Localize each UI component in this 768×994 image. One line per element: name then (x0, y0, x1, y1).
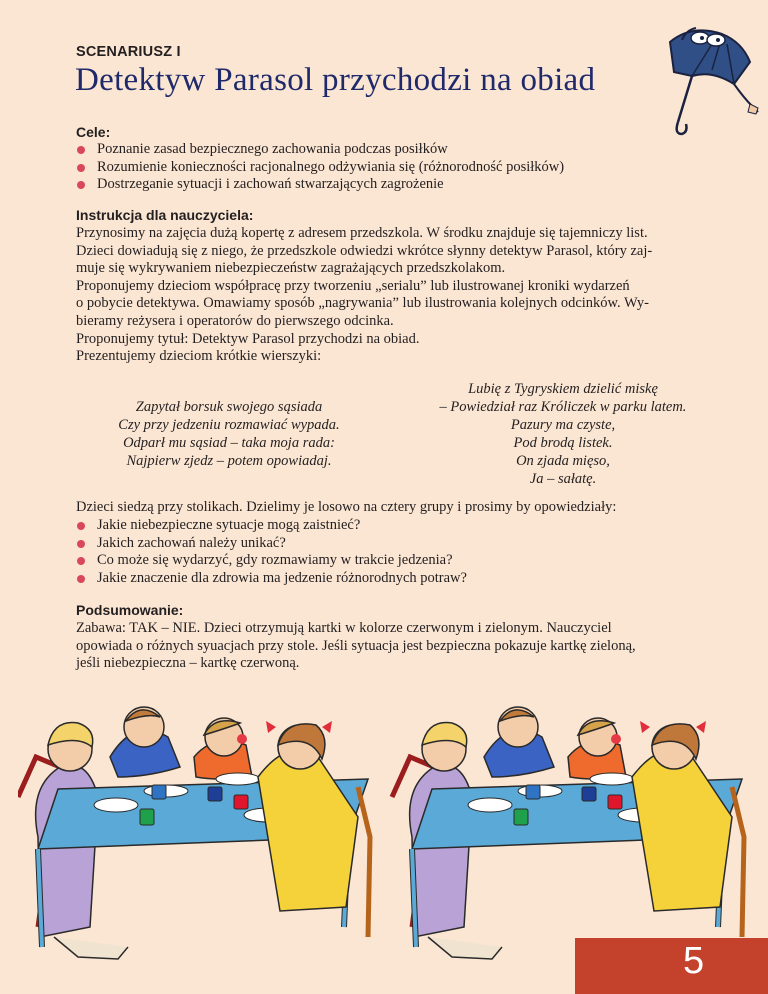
page-title: Detektyw Parasol przychodzi na obiad (75, 62, 596, 98)
text-line: bieramy reżysera i operatorów do pierwszego odcinka. (76, 312, 394, 329)
poem-line: Ja – sałatę. (529, 471, 597, 487)
poem-line: Odparł mu sąsiad – taka moja rada: (123, 435, 335, 451)
goals-heading: Cele: (76, 124, 111, 140)
text-line: o pobycie detektywa. Omawiamy sposób „nagrywania” lub ilustrowania kolejnych odcinków. Wy- (76, 295, 649, 312)
scenario-label: SCENARIUSZ I (76, 44, 181, 60)
poem-line: – Powiedział raz Króliczek w parku latem. (439, 399, 687, 415)
poem-right (398, 380, 728, 488)
poem-line: Pod brodą listek. (513, 435, 613, 451)
text-line: muje się wykrywaniem niebezpieczeństw zagrażających przedszkolakom. (76, 260, 506, 277)
scene-right (392, 707, 744, 959)
poem-line: Czy przy jedzeniu rozmawiać wypada. (118, 417, 340, 433)
text-line: Przynosimy na zajęcia dużą kopertę z adresem przedszkola. W środku znajduje się tajemniczy list. (76, 225, 648, 241)
summary-heading: Podsumowanie: (76, 602, 184, 618)
poem-line: Zapytał borsuk swojego sąsiada (135, 399, 323, 415)
umbrella-detective-icon (652, 14, 760, 139)
poem-line: Pazury ma czyste, (510, 417, 616, 433)
text-line: Proponujemy tytuł: Detektyw Parasol przychodzi na obiad. (76, 330, 420, 347)
children-at-table-illustration (18, 697, 760, 969)
poem-line: Lubię z Tygryskiem dzielić miskę (468, 381, 658, 397)
goals-list (76, 141, 564, 194)
teacher-instructions-heading: Instrukcja dla nauczyciela: (76, 207, 254, 223)
list-item: Rozumienie konieczności racjonalnego odżywiania się (różnorodność posiłków) (76, 159, 564, 177)
list-item: Jakie znaczenie dla zdrowia ma jedzenie różnorodnych potraw? (76, 570, 467, 588)
page-number-box (575, 938, 768, 994)
text-line: opowiada o różnych syuacjach przy stole. Jeśli sytuacja jest bezpieczna pokazuje kartkę zieloną, (76, 637, 636, 654)
text-line: Proponujemy dzieciom współpracę przy tworzeniu „serialu” lub ilustrowanej kroniki wydarzeń (76, 277, 630, 294)
text-line: jeśli niebezpieczna – kartkę czerwoną. (76, 655, 300, 672)
scene-left (18, 707, 370, 959)
list-item: Jakie niebezpieczne sytuacje mogą zaistnieć? (76, 517, 467, 535)
poem-line: Najpierw zjedz – potem opowiadaj. (126, 453, 332, 469)
poem-left (104, 398, 354, 470)
questions-list (76, 517, 467, 587)
summary-text (76, 620, 697, 673)
text-line: Dzieci dowiadują się z niego, że przedszkole odwiedzi wkrótce słynny detektyw Parasol, który zaj- (76, 242, 653, 259)
list-item: Poznanie zasad bezpiecznego zachowania podczas posiłków (76, 141, 564, 159)
list-item: Jakich zachowań należy unikać? (76, 535, 467, 553)
list-item: Co może się wydarzyć, gdy rozmawiamy w trakcie jedzenia? (76, 552, 467, 570)
list-item: Dostrzeganie sytuacji i zachowań stwarzających zagrożenie (76, 176, 564, 194)
groups-intro: Dzieci siedzą przy stolikach. Dzielimy je losowo na cztery grupy i prosimy by opowiedziały: (76, 499, 617, 515)
text-line: Prezentujemy dzieciom krótkie wierszyki: (76, 348, 322, 365)
page-number: 5 (683, 940, 705, 982)
teacher-instructions-text (76, 225, 697, 366)
poem-line: On zjada mięso, (516, 453, 610, 469)
text-line: Zabawa: TAK – NIE. Dzieci otrzymują kartki w kolorze czerwonym i zielonym. Nauczyciel (76, 620, 612, 636)
